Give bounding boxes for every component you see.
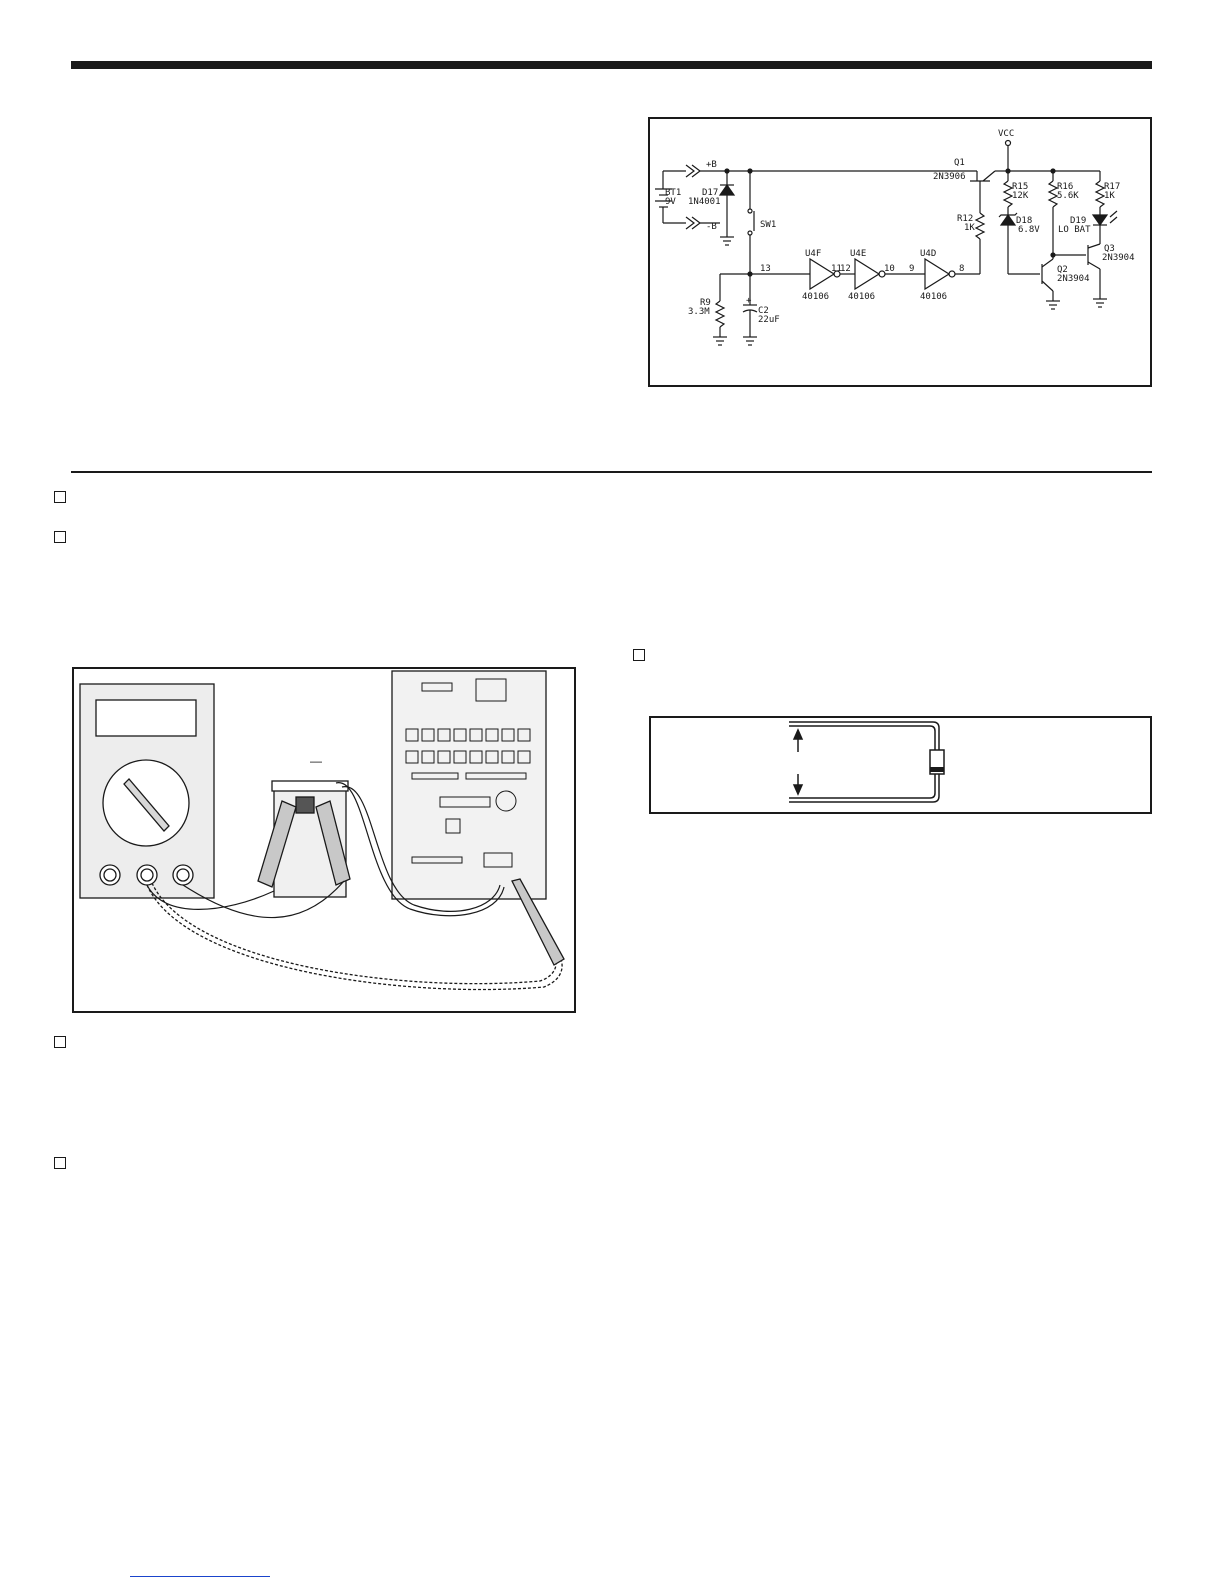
- d18-value: 6.8V: [1018, 225, 1040, 235]
- r16-label: R16: [1057, 182, 1074, 192]
- r15-label: R15: [1012, 182, 1029, 192]
- q2-part: 2N3904: [1057, 274, 1090, 284]
- pin-13: 13: [760, 264, 771, 274]
- header-rule: [71, 61, 1152, 69]
- q3-label: Q3: [1104, 244, 1115, 254]
- step-checkbox-5[interactable]: [54, 1157, 66, 1169]
- meter-test-drawing: [74, 669, 574, 1011]
- lead-bend-figure: [649, 716, 1152, 814]
- r9-value: 3.3M: [688, 307, 710, 317]
- bt1-label: BT1: [665, 188, 682, 198]
- q3-part: 2N3904: [1102, 253, 1135, 263]
- d18-label: D18: [1016, 216, 1033, 226]
- r16-value: 5.6K: [1057, 191, 1079, 201]
- step-checkbox-2[interactable]: [54, 531, 66, 543]
- r17-label: R17: [1104, 182, 1121, 192]
- u4f-label: U4F: [805, 249, 822, 259]
- d17-part: 1N4001: [688, 197, 721, 207]
- q1-label: Q1: [954, 158, 965, 168]
- sw1-label: SW1: [760, 220, 777, 230]
- lo-bat-schematic-figure: [648, 117, 1152, 387]
- u4d-part: 40106: [920, 292, 948, 302]
- footer-link-underline[interactable]: [130, 1576, 270, 1577]
- u4e-part: 40106: [848, 292, 876, 302]
- pin-12: 12: [840, 264, 851, 274]
- u4f-part: 40106: [802, 292, 830, 302]
- c2-polarity: +: [746, 296, 752, 306]
- c2-value: 22uF: [758, 315, 780, 325]
- pin-10: 10: [884, 264, 895, 274]
- step-checkbox-4[interactable]: [54, 1036, 66, 1048]
- pos-b-label: +B: [706, 160, 717, 170]
- polarity-mark: —: [310, 754, 322, 768]
- step-checkbox-1[interactable]: [54, 491, 66, 503]
- pin-11: 11: [831, 264, 842, 274]
- step-checkbox-3[interactable]: [633, 649, 645, 661]
- r12-value: 1K: [964, 223, 975, 233]
- section-divider: [71, 471, 1152, 473]
- d17-label: D17: [702, 188, 719, 198]
- r15-value: 12K: [1012, 191, 1029, 201]
- r17-value: 1K: [1104, 191, 1115, 201]
- u4d-label: U4D: [920, 249, 937, 259]
- lead-bend-drawing: [651, 718, 1150, 812]
- meter-test-figure: [72, 667, 576, 1013]
- vcc-label: VCC: [998, 129, 1015, 139]
- pin-8: 8: [959, 264, 965, 274]
- neg-b-label: -B: [706, 222, 717, 232]
- pin-9: 9: [909, 264, 915, 274]
- q2-label: Q2: [1057, 265, 1068, 275]
- c2-label: C2: [758, 306, 769, 316]
- r9-label: R9: [700, 298, 711, 308]
- q1-part: 2N3906: [933, 172, 966, 182]
- bt1-voltage: 9V: [665, 197, 676, 207]
- d19-value: LO BAT: [1058, 225, 1091, 235]
- schematic-drawing: [650, 119, 1150, 385]
- d19-label: D19: [1070, 216, 1087, 226]
- u4e-label: U4E: [850, 249, 867, 259]
- r12-label: R12: [957, 214, 974, 224]
